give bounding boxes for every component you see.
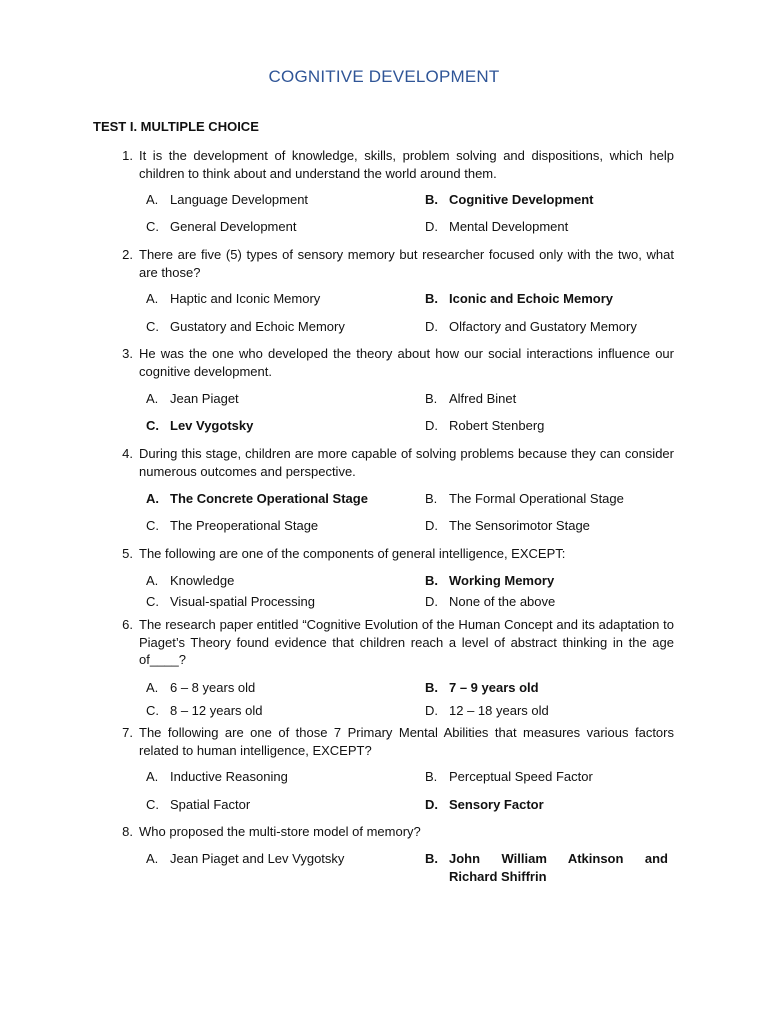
question-number: 1. (122, 148, 133, 163)
option-letter: C. (146, 797, 159, 812)
option-letter: A. (146, 491, 159, 506)
option-5b (425, 572, 668, 590)
option-letter: B. (425, 769, 438, 784)
option-letter: C. (146, 703, 159, 718)
question-text: It is the development of knowledge, skills, problem solving and dispositions, which help children to think about and understand the world around them. (139, 148, 674, 181)
option-text: The Preoperational Stage (170, 518, 319, 533)
option-letter: A. (146, 769, 159, 784)
option-3a (146, 390, 406, 408)
option-letter: B. (425, 573, 438, 588)
option-5a (146, 572, 406, 590)
option-text: Haptic and Iconic Memory (170, 291, 321, 306)
option-1a (146, 191, 406, 209)
option-letter: B. (425, 851, 438, 866)
option-3b (425, 390, 668, 408)
option-letter: D. (425, 219, 438, 234)
question-text: The following are one of the components of general intelligence, EXCEPT: (139, 546, 566, 561)
option-text: The Sensorimotor Stage (449, 518, 590, 533)
option-6b (425, 679, 668, 697)
option-4a (146, 490, 406, 508)
question-text: There are five (5) types of sensory memory but researcher focused only with the two, what are those? (139, 247, 674, 280)
option-5c (146, 593, 406, 611)
option-5d (425, 593, 668, 611)
option-text-wrapped (449, 850, 668, 886)
option-text: General Development (170, 219, 297, 234)
option-letter: D. (425, 319, 438, 334)
option-letter: D. (425, 418, 438, 433)
option-letter: B. (425, 291, 438, 306)
option-4c (146, 517, 406, 535)
option-text: Visual-spatial Processing (170, 594, 315, 609)
option-letter: D. (425, 518, 438, 533)
option-text-line-2: Richard Shiffrin (449, 869, 547, 884)
option-text: Lev Vygotsky (170, 418, 254, 433)
option-letter: C. (146, 219, 159, 234)
option-letter: A. (146, 680, 159, 695)
option-7b (425, 768, 668, 786)
question-number: 8. (122, 824, 133, 839)
option-2b (425, 290, 668, 308)
option-2a (146, 290, 406, 308)
option-letter: C. (146, 319, 159, 334)
option-text: Cognitive Development (449, 192, 594, 207)
section-heading: TEST I. MULTIPLE CHOICE (93, 119, 259, 134)
question-text: Who proposed the multi-store model of memory? (139, 824, 421, 839)
option-6a (146, 679, 406, 697)
question-text: He was the one who developed the theory about how our social interactions influence our cognitive development. (139, 346, 674, 379)
option-text: Alfred Binet (449, 391, 517, 406)
option-6d (425, 702, 668, 720)
option-text: The Concrete Operational Stage (170, 491, 368, 506)
option-text-line-1: John William Atkinson and (449, 851, 668, 866)
option-text: Working Memory (449, 573, 555, 588)
option-3c (146, 417, 406, 435)
option-7a (146, 768, 406, 786)
option-6c (146, 702, 406, 720)
option-8b (425, 850, 668, 886)
option-text: 8 – 12 years old (170, 703, 263, 718)
option-letter: A. (146, 192, 159, 207)
option-letter: C. (146, 594, 159, 609)
option-letter: B. (425, 391, 438, 406)
option-text: The Formal Operational Stage (449, 491, 624, 506)
option-letter: D. (425, 797, 438, 812)
option-letter: A. (146, 573, 159, 588)
option-7d (425, 796, 668, 814)
question-text: During this stage, children are more capable of solving problems because they can consider numerous outcomes and perspective. (139, 446, 674, 479)
option-2c (146, 318, 406, 336)
option-text: Iconic and Echoic Memory (449, 291, 613, 306)
option-text: None of the above (449, 594, 556, 609)
option-text: Inductive Reasoning (170, 769, 288, 784)
option-text: 6 – 8 years old (170, 680, 256, 695)
option-letter: D. (425, 703, 438, 718)
option-8a (146, 850, 406, 868)
option-4d (425, 517, 668, 535)
option-2d (425, 318, 668, 336)
option-text: Robert Stenberg (449, 418, 545, 433)
option-text: 12 – 18 years old (449, 703, 549, 718)
option-text: Sensory Factor (449, 797, 544, 812)
option-letter: A. (146, 291, 159, 306)
option-text: Knowledge (170, 573, 235, 588)
question-text: The research paper entitled “Cognitive Evolution of the Human Concept and its adaptation to Piaget’s Theory found evidence that children reach a level of abstract thinking in the age of____? (139, 617, 674, 667)
document-title: COGNITIVE DEVELOPMENT (268, 67, 500, 86)
option-letter: A. (146, 851, 159, 866)
option-letter: B. (425, 192, 438, 207)
option-1b (425, 191, 668, 209)
option-3d (425, 417, 668, 435)
option-text: Perceptual Speed Factor (449, 769, 593, 784)
question-number: 2. (122, 247, 133, 262)
option-letter: C. (146, 418, 159, 433)
option-4b (425, 490, 668, 508)
option-text: Gustatory and Echoic Memory (170, 319, 345, 334)
option-1c (146, 218, 406, 236)
option-letter: C. (146, 518, 159, 533)
option-text: 7 – 9 years old (449, 680, 539, 695)
option-text: Jean Piaget and Lev Vygotsky (170, 851, 345, 866)
option-text: Spatial Factor (170, 797, 251, 812)
question-number: 3. (122, 346, 133, 361)
option-letter: D. (425, 594, 438, 609)
option-1d (425, 218, 668, 236)
option-text: Mental Development (449, 219, 569, 234)
question-text: The following are one of those 7 Primary Mental Abilities that measures various factors related to human intelligence, EXCEPT? (139, 725, 674, 758)
option-letter: A. (146, 391, 159, 406)
option-text: Jean Piaget (170, 391, 239, 406)
question-number: 6. (122, 617, 133, 632)
question-number: 4. (122, 446, 133, 461)
option-7c (146, 796, 406, 814)
option-text: Olfactory and Gustatory Memory (449, 319, 637, 334)
question-number: 7. (122, 725, 133, 740)
option-text: Language Development (170, 192, 309, 207)
question-number: 5. (122, 546, 133, 561)
option-letter: B. (425, 491, 438, 506)
option-letter: B. (425, 680, 438, 695)
